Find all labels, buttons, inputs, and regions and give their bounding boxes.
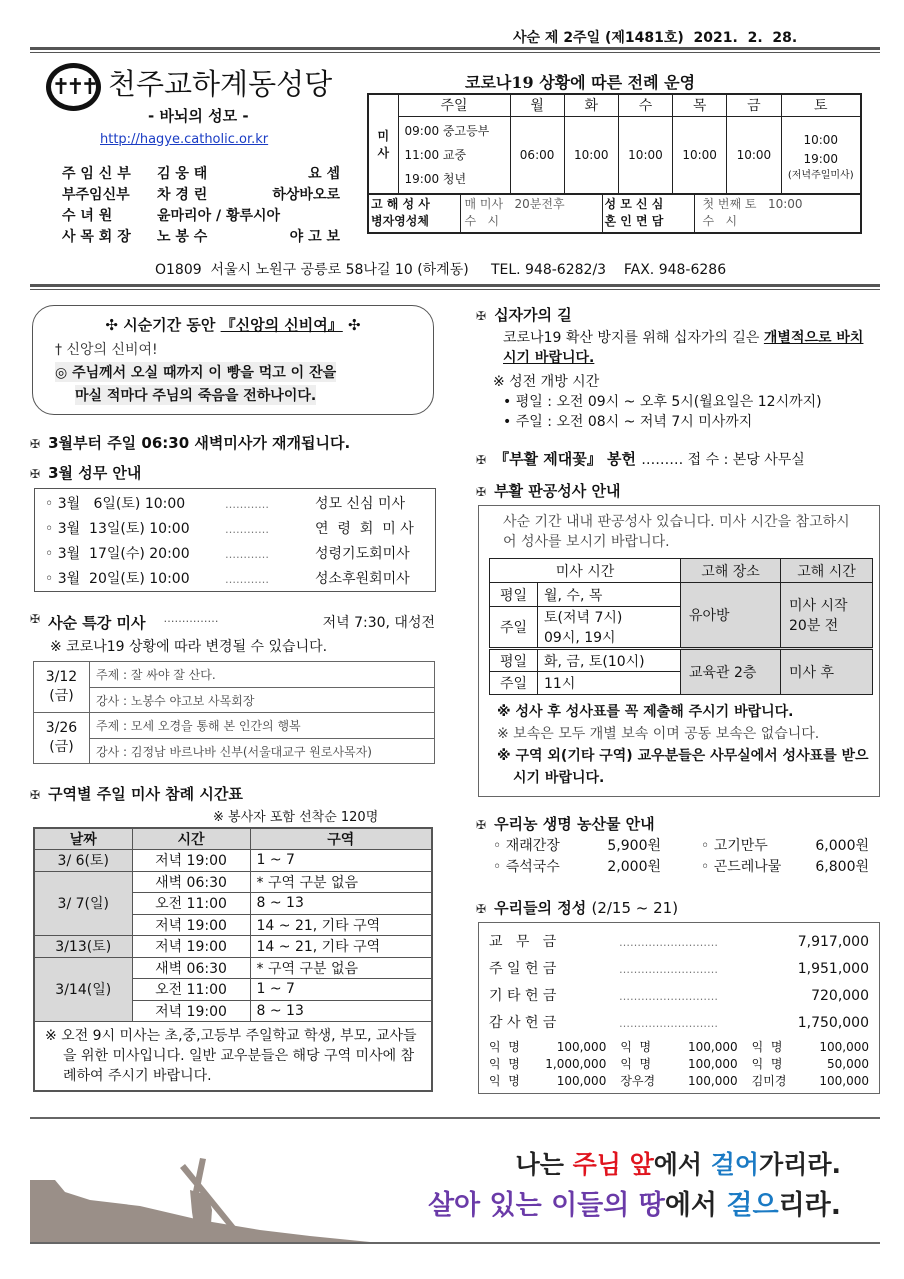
day-header: 목 (673, 94, 727, 116)
open-hours: ※ 성전 개방 시간 • 평일 : 오전 09시 ~ 오후 5시(월요일은 12시까지) • 주일 : 오전 08시 ~ 저녁 7시 미사까지 (493, 374, 822, 430)
banner-segment: 살아 있는 이들의 (427, 1190, 639, 1221)
day-header: 금 (727, 94, 781, 116)
banner-segment: 땅 (638, 1190, 665, 1221)
cross-icon: ✠ (476, 453, 487, 467)
church-title: 천주교하계동성당 (108, 67, 333, 101)
offering-title: ✠ 우리들의 정성 (2/15 ~ 21) (476, 899, 679, 917)
list-item: ◦ 3월 20일(토) 10:00 ………… 성소후원회미사 (45, 571, 410, 587)
church-logo: ✝✝✝ (46, 63, 101, 111)
subtitle: - 바뇌의 성모 - (148, 107, 249, 125)
table-row: 오전 11:00 8 ~ 13 (34, 893, 432, 915)
table-header: 날짜 시간 구역 (34, 828, 432, 850)
district-table (33, 827, 433, 1092)
list-item: ◦ 3월 6일(토) 10:00 ………… 성모 신심 미사 (45, 496, 406, 512)
staff-row: 수 녀 원 윤마리아 / 황루시아 (62, 208, 281, 224)
banner-segment: 에서 (664, 1190, 727, 1221)
list-item: ◦ 곤드레나물 6,800원 (701, 859, 869, 875)
donor: 장우경 100,000 (620, 1074, 738, 1088)
fri-mass: 10:00 (727, 116, 781, 194)
donor: 익 명 100,000 (620, 1040, 738, 1054)
penance-box: 사순 기간 내내 판공성사 있습니다. 미사 시간을 참고하시어 성사를 보시기 바랍니다. 미사 시간 고해 장소 고해 시간 평일 월, 수, 목 유아방 미사 시작 20분 전 주일 토(저녁 7시) 09시, 19시 평일 화, 금, 토(10시) 교육관 2층 미사 후 주일 11시 ※ 성사 후 성사표를 꼭 제출해 주시기 바랍니다. ※ 보속은 모두 개별 보속 이며 공동 보속은 없습니다. ※ 구역 외(기타 구역) 교우분들은 사무실에서 성사표를 받으시기 바랍니다. (478, 505, 880, 797)
day-header: 월 (510, 94, 564, 116)
donor: 익 명 100,000 (751, 1040, 869, 1054)
day-header: 수 (618, 94, 672, 116)
table-row: 3/ 7(일) 새벽 06:30 * 구역 구분 없음 (34, 871, 432, 893)
cross-bearer-illustration (30, 1150, 380, 1244)
day-header: 화 (564, 94, 618, 116)
offering-line: 교 무 금 ……………………… 7,917,000 (489, 934, 869, 950)
list-item: ◦ 재래간장 5,900원 (493, 838, 661, 854)
farm-products (493, 836, 869, 878)
wed-mass: 10:00 (618, 116, 672, 194)
table-row: 강사 : 노봉수 야고보 사목회장 (34, 688, 435, 713)
table-row: 저녁 19:00 14 ~ 21, 기타 구역 (34, 914, 432, 936)
day-header: 주일 (398, 94, 510, 116)
list-item: ◦ 3월 13일(토) 10:00 ………… 연 령 회 미 사 (45, 521, 414, 537)
march-schedule (34, 488, 436, 592)
table-row: 3/12 (금) 주제 : 잘 싸야 잘 산다. (34, 662, 435, 688)
lecture-note: ※ 코로나19 상황에 따라 변경될 수 있습니다. (50, 639, 328, 655)
banner-segment: 가리라. (759, 1150, 841, 1179)
farm-title: ✠ 우리농 생명 농산물 안내 (476, 815, 655, 833)
donor: 익 명 50,000 (751, 1057, 869, 1071)
penance-title: ✠ 부활 판공성사 안내 (476, 482, 621, 500)
march-title: ✠ 3월 성무 안내 (30, 464, 142, 482)
donor: 익 명 100,000 (620, 1057, 738, 1071)
table-footer: ※ 오전 9시 미사는 초,중,고등부 주일학교 학생, 부모, 교사들을 위한 미사입니다. 일반 교우분들은 해당 구역 미사에 참례하여 주시기 바랍니다. (34, 1022, 432, 1092)
liturgy-title: 코로나19 상황에 따른 전례 운영 (465, 73, 696, 92)
penance-table: 미사 시간 고해 장소 고해 시간 평일 월, 수, 목 유아방 미사 시작 20분 전 주일 토(저녁 7시) 09시, 19시 평일 화, 금, 토(10시) 교육관 2층 미사 후 주일 11시 (489, 558, 873, 695)
banner-line-1 (516, 1145, 841, 1181)
mass-label: 미 사 (368, 94, 398, 194)
banner-segment: 에서 (653, 1150, 711, 1179)
bottom-rule (30, 1117, 880, 1119)
table-row: 오전 11:00 1 ~ 7 (34, 979, 432, 1001)
staff-row: 부주임신부 차 경 린 하상바오로 (62, 187, 340, 203)
offering-box (478, 922, 880, 1094)
offering-line: 감 사 헌 금 ……………………… 1,750,000 (489, 1015, 869, 1031)
sat-mass: 10:00 19:00 (저녁주일미사) (781, 116, 861, 194)
lecture-table (33, 661, 435, 764)
website-link[interactable]: http://hagye.catholic.or.kr (100, 132, 269, 147)
issue-info: 사순 제 2주일 (제1481호) 2021. 2. 28. (513, 30, 798, 46)
cross-way-text: 코로나19 확산 방지를 위해 십자가의 길은 개별적으로 바치시기 바랍니다. (503, 330, 864, 366)
staff-list (62, 164, 340, 248)
staff-row: 주 임 신 부 김 웅 태 요 셉 (62, 166, 340, 182)
offering-line: 주 일 헌 금 ……………………… 1,951,000 (489, 961, 869, 977)
banner-segment: 리라. (778, 1190, 841, 1221)
lent-box: ✣ 시순기간 동안 『신앙의 신비여』 ✣ † 신앙의 신비여! ◎ 주님께서 오실 때까지 이 빵을 먹고 이 잔을 마실 적마다 주님의 죽음을 전하나이다. (32, 305, 434, 415)
flowers-title: ✠ 『부활 제대꽃』 봉헌 ……… 접 수 : 본당 사무실 (476, 450, 805, 468)
table-row: 저녁 19:00 8 ~ 13 (34, 1000, 432, 1022)
table-row: 3/13(토) 저녁 19:00 14 ~ 21, 기타 구역 (34, 936, 432, 958)
cross-icon: ✠ (476, 902, 487, 916)
mon-mass: 06:00 (510, 116, 564, 194)
banner-segment: 걸으 (726, 1190, 779, 1221)
list-item: ◦ 즉석국수 2,000원 (493, 859, 661, 875)
donor: 익 명 1,000,000 (489, 1057, 607, 1071)
banner-segment: 주님 앞 (572, 1150, 654, 1179)
sunday-mass: 09:00 중고등부 11:00 교중 19:00 청년 (398, 116, 510, 194)
donor: 익 명 100,000 (489, 1074, 607, 1088)
banner-line-2 (428, 1183, 841, 1222)
district-note: ※ 봉사자 포함 선착순 120명 (213, 810, 379, 825)
cross-icon: ✠ (30, 467, 41, 481)
cross-icon: ✠ (30, 788, 41, 802)
table-row: 3/14(일) 새벽 06:30 * 구역 구분 없음 (34, 957, 432, 979)
top-rule (30, 47, 880, 53)
thu-mass: 10:00 (673, 116, 727, 194)
banner-segment: 걸어 (710, 1150, 760, 1179)
cross-icon: ✠ (476, 818, 487, 832)
table-row: 3/ 6(토) 저녁 19:00 1 ~ 7 (34, 850, 432, 872)
banner-bottom-rule (30, 1242, 880, 1244)
address-line: O1809 서울시 노원구 공릉로 58나길 10 (하계동) TEL. 948-6282/3 FAX. 948-6286 (155, 262, 727, 278)
sacrament-table: 고 해 성 사 병자영성체 매 미사 20분전후 수 시 성 모 신 심 혼 인 면 담 첫 번째 토 10:00 수 시 (367, 193, 862, 234)
cross-icon: ✠ (476, 309, 487, 323)
lecture-title: ✠ 사순 특강 미사 …………… 저녁 7:30, 대성전 (30, 612, 435, 632)
liturgy-table (367, 93, 862, 195)
mid-rule (30, 284, 880, 290)
offering-line: 기 타 헌 금 ……………………… 720,000 (489, 988, 869, 1004)
cross-icon: ✠ (476, 485, 487, 499)
banner-segment: 나는 (515, 1150, 573, 1179)
staff-row: 사 목 회 장 노 봉 수 야 고 보 (62, 229, 340, 245)
dawn-mass-notice: ✠ 3월부터 주일 06:30 새벽미사가 재개됩니다. (30, 434, 351, 452)
cross-way-title: ✠ 십자가의 길 (476, 306, 572, 324)
tue-mass: 10:00 (564, 116, 618, 194)
cross-icon: ✠ (30, 437, 41, 451)
table-row: 강사 : 김정남 바르나바 신부(서울대교구 원로사목자) (34, 739, 435, 764)
district-title: ✠ 구역별 주일 미사 참례 시간표 (30, 785, 243, 803)
list-item: ◦ 3월 17일(수) 20:00 ………… 성령기도회미사 (45, 546, 410, 562)
donor: 익 명 100,000 (489, 1040, 607, 1054)
list-item: ◦ 고기만두 6,000원 (701, 838, 869, 854)
donor: 김미경 100,000 (751, 1074, 869, 1088)
day-header: 토 (781, 94, 861, 116)
cross-icon: ✠ (30, 612, 41, 626)
table-row: 3/26 (금) 주제 : 모세 오경을 통해 본 인간의 행복 (34, 713, 435, 739)
